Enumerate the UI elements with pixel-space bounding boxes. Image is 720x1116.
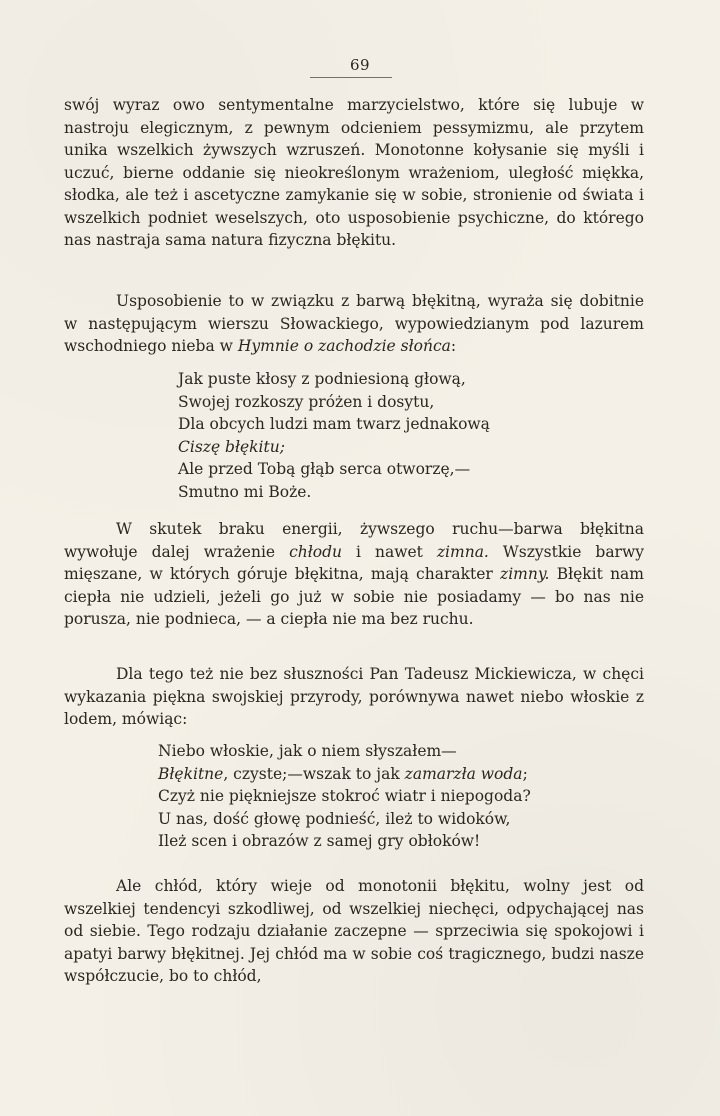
emphasis-zimna: zimna. [436,542,489,561]
emphasis-blekitne: Błękitne [158,764,224,783]
paragraph-5-text: Ale chłód, który wieje od monotonii błękitu, wolny jest od wszelkiej tendencyi szkodliwej, od wszelkiej niechęci, odpychającej nas od siebie. Tego rodzaju działanie zaczepne — sprzeciwia się spokojowi i apatyi barwy błękitnej. Jej chłód ma w sobie coś tragicznego, budzi nasze współczucie, bo to chłód, [64,877,644,985]
verse-1-line: Swojej rozkoszy próżen i dosytu, [178,392,435,411]
verse-2-line [158,763,531,786]
paragraph-2 [64,290,644,358]
verse-1-line: Ale przed Tobą głąb serca otworzę,— [178,460,471,478]
verse-2-line: Niebo włoskie, jak o niem słyszałem— [158,742,457,760]
emphasis-zamarzla-woda: zamarzła woda [404,764,523,783]
paragraph-3-text: W skutek braku energii, żywszego ruchu—barwa błękitna wywołuje dalej wrażenie [64,520,644,561]
verse-1-line: Dla obcych ludzi mam twarz jednakową [178,415,490,433]
verse-1-line: Ciszę błękitu; [178,437,285,456]
paragraph-3-text: i nawet [342,542,437,561]
verse-1-line: Smutno mi Boże. [178,482,312,501]
paragraph-4 [64,663,644,731]
paragraph-3 [64,518,644,631]
paragraph-1 [64,94,644,252]
verse-2-line: Ileż scen i obrazów z samej gry obłoków! [158,832,481,850]
poem-title: Hymnie o zachodzie słońca [237,337,451,355]
verse-2-fragment: ; [522,764,528,783]
emphasis-chlodu: chłodu [289,542,343,561]
paragraph-5 [64,875,644,988]
verse-2-line: U nas, dość głowę podnieść, ileż to widoków, [158,809,511,828]
paragraph-3-text: Wszystkie barwy mięszane, w których góruje błękitna, mają charakter [64,542,644,583]
emphasis-zimny: zimny. [500,565,550,583]
verse-1 [178,368,490,503]
page-number-rule [310,77,392,78]
paragraph-4-text: Dla tego też nie bez słuszności Pan Tadeusz Mickiewicza, w chęci wykazania piękna swojskiej przyrody, porównywa nawet niebo włoskie z lodem, mówiąc: [64,665,644,728]
paragraph-2-end: : [450,337,457,355]
verse-2-line: Czyż nie piękniejsze stokroć wiatr i niepogoda? [158,787,531,805]
page-number: 69 [349,56,371,74]
paragraph-3-text: Błękit nam ciepła nie udzieli, jeżeli go już w sobie nie posiadamy — bo nas nie porusza, nie podnieca, — a ciepła nie ma bez ruchu. [64,565,644,628]
verse-1-line: Jak puste kłosy z podniesioną głową, [178,370,466,388]
verse-2-fragment: , czyste;—wszak to jak [223,764,405,783]
paragraph-1-text: swój wyraz owo sentymentalne marzycielstwo, które się lubuje w nastroju elegicznym, z pewnym odcieniem pessymizmu, ale przytem unika wszelkich żywszych wzruszeń. Monotonne kołysanie się myśli i uczuć, bierne oddanie się nieokreślonym wrażeniom, uległość miękka, słodka, ale też i ascetyczne zamykanie się w sobie, stronienie od świata i wszelkich podniet weselszych, oto usposobienie psychiczne, do którego nas nastraja sama natura fizyczna błękitu. [64,96,644,249]
paragraph-2-text: Usposobienie to w związku z barwą błękitną, wyraża się dobitnie w następującym wierszu Słowackiego, wypowiedzianym pod lazurem wschodniego nieba w [64,292,644,355]
verse-2 [158,740,531,853]
